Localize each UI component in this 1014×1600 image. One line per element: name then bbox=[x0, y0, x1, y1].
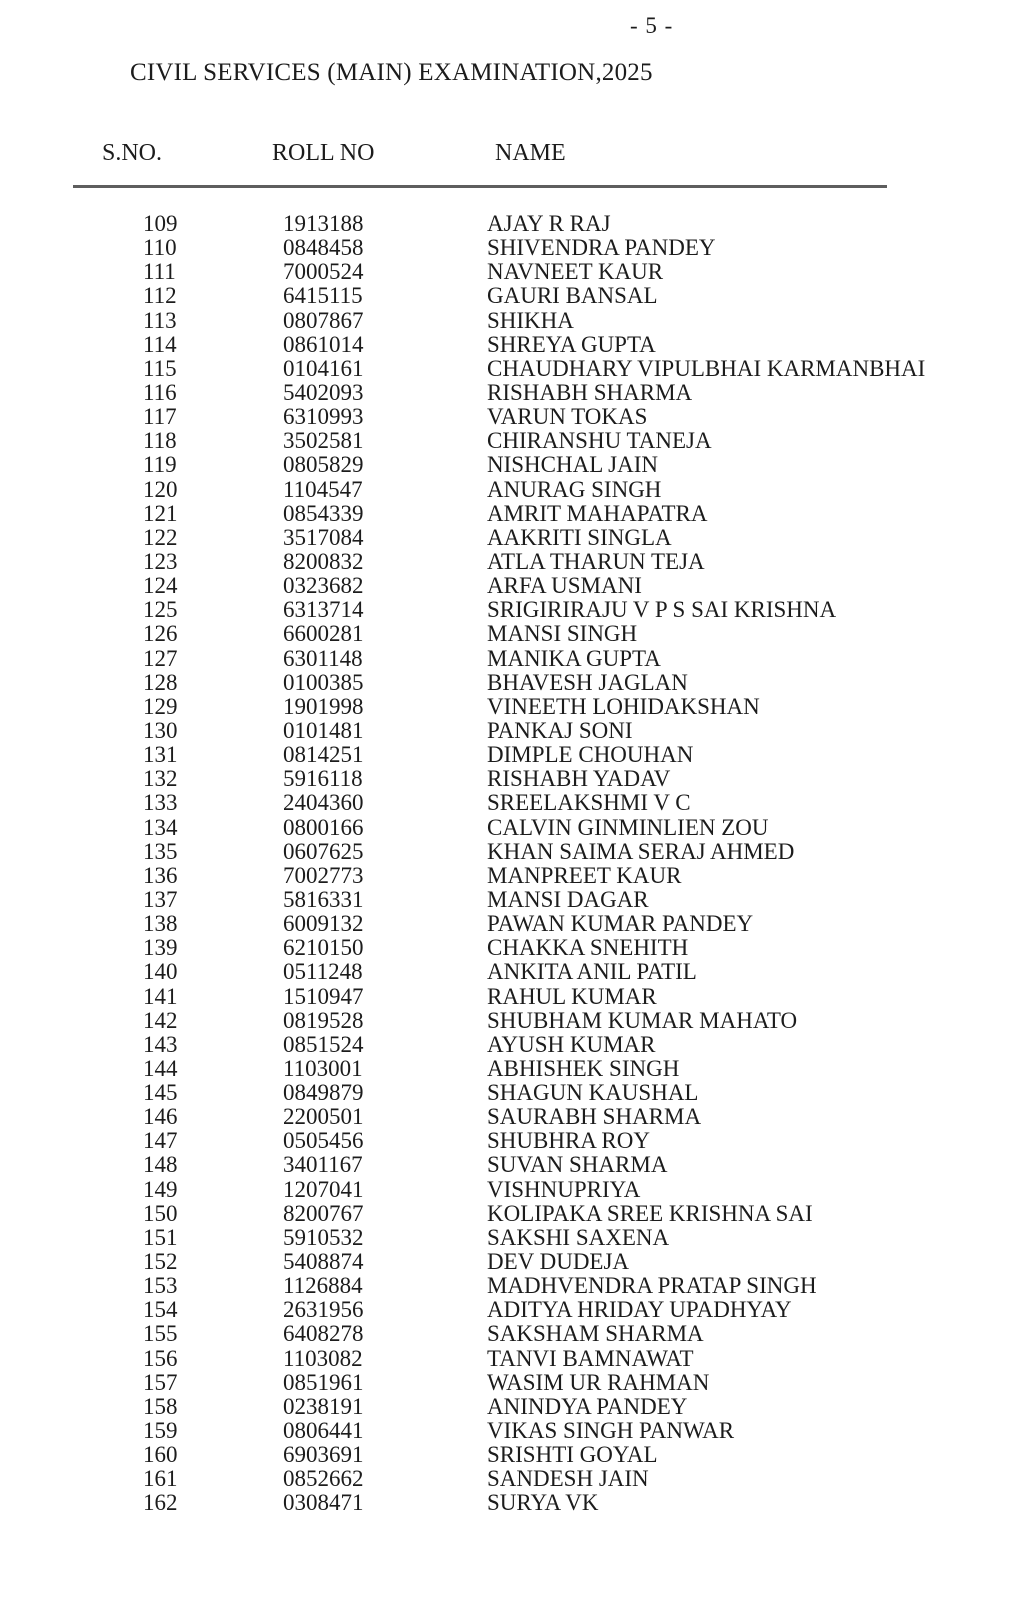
name-cell: DIMPLE CHOUHAN bbox=[487, 742, 694, 768]
table-row bbox=[0, 840, 1014, 864]
roll-no-cell: 6301148 bbox=[283, 645, 363, 671]
sno-cell: 160 bbox=[143, 1442, 178, 1468]
name-cell: CHIRANSHU TANEJA bbox=[487, 428, 712, 454]
roll-no-cell: 0854339 bbox=[283, 500, 364, 526]
sno-cell: 142 bbox=[143, 1007, 178, 1033]
sno-cell: 125 bbox=[143, 597, 178, 623]
name-cell: TANVI BAMNAWAT bbox=[487, 1345, 694, 1371]
sno-cell: 145 bbox=[143, 1080, 178, 1106]
table-row bbox=[0, 1153, 1014, 1177]
table-row bbox=[0, 236, 1014, 260]
sno-cell: 117 bbox=[143, 404, 177, 430]
roll-no-cell: 1510947 bbox=[283, 983, 364, 1009]
sno-cell: 150 bbox=[143, 1200, 178, 1226]
table-row bbox=[0, 1009, 1014, 1033]
name-cell: SURYA VK bbox=[487, 1490, 599, 1516]
name-cell: MANSI SINGH bbox=[487, 621, 638, 647]
roll-no-cell: 0511248 bbox=[283, 959, 363, 985]
sno-cell: 146 bbox=[143, 1104, 178, 1130]
name-cell: SRISHTI GOYAL bbox=[487, 1442, 658, 1468]
table-row bbox=[0, 1033, 1014, 1057]
name-cell: BHAVESH JAGLAN bbox=[487, 669, 688, 695]
sno-cell: 134 bbox=[143, 814, 178, 840]
roll-no-cell: 5408874 bbox=[283, 1249, 364, 1275]
sno-cell: 129 bbox=[143, 693, 178, 719]
name-cell: WASIM UR RAHMAN bbox=[487, 1369, 710, 1395]
roll-no-cell: 0505456 bbox=[283, 1128, 364, 1154]
name-cell: ATLA THARUN TEJA bbox=[487, 548, 705, 574]
name-cell: ANINDYA PANDEY bbox=[487, 1393, 688, 1419]
roll-no-cell: 0101481 bbox=[283, 717, 364, 743]
roll-no-cell: 1103001 bbox=[283, 1055, 363, 1081]
table-row bbox=[0, 429, 1014, 453]
name-cell: MADHVENDRA PRATAP SINGH bbox=[487, 1273, 817, 1299]
sno-cell: 109 bbox=[143, 211, 178, 236]
sno-cell: 162 bbox=[143, 1490, 178, 1516]
roll-no-cell: 1913188 bbox=[283, 211, 364, 236]
table-row bbox=[0, 333, 1014, 357]
roll-no-cell: 8200832 bbox=[283, 548, 364, 574]
roll-no-cell: 0805829 bbox=[283, 452, 364, 478]
table-row bbox=[0, 405, 1014, 429]
roll-no-cell: 0851961 bbox=[283, 1369, 364, 1395]
column-header-sno: S.NO. bbox=[102, 140, 163, 166]
table-row bbox=[0, 502, 1014, 526]
table-row bbox=[0, 767, 1014, 791]
table-row bbox=[0, 985, 1014, 1009]
sno-cell: 139 bbox=[143, 935, 178, 961]
roll-no-cell: 3502581 bbox=[283, 428, 364, 454]
roll-no-cell: 6408278 bbox=[283, 1321, 364, 1347]
roll-no-cell: 0308471 bbox=[283, 1490, 364, 1516]
sno-cell: 124 bbox=[143, 573, 178, 599]
sno-cell: 118 bbox=[143, 428, 177, 454]
table-row bbox=[0, 1322, 1014, 1346]
table-row bbox=[0, 1443, 1014, 1467]
roll-no-cell: 0806441 bbox=[283, 1418, 364, 1444]
table-row bbox=[0, 1250, 1014, 1274]
sno-cell: 121 bbox=[143, 500, 178, 526]
sno-cell: 131 bbox=[143, 742, 178, 768]
document-title: CIVIL SERVICES (MAIN) EXAMINATION,2025 bbox=[130, 59, 653, 86]
roll-no-cell: 6210150 bbox=[283, 935, 364, 961]
table-row bbox=[0, 622, 1014, 646]
roll-no-cell: 0849879 bbox=[283, 1080, 364, 1106]
name-cell: CALVIN GINMINLIEN ZOU bbox=[487, 814, 769, 840]
sno-cell: 122 bbox=[143, 524, 178, 550]
table-row bbox=[0, 791, 1014, 815]
roll-no-cell: 0100385 bbox=[283, 669, 364, 695]
sno-cell: 127 bbox=[143, 645, 178, 671]
sno-cell: 141 bbox=[143, 983, 178, 1009]
name-cell: SREELAKSHMI V C bbox=[487, 790, 691, 816]
table-row bbox=[0, 960, 1014, 984]
table-row bbox=[0, 1371, 1014, 1395]
header-divider-line bbox=[73, 185, 887, 188]
sno-cell: 156 bbox=[143, 1345, 178, 1371]
sno-cell: 138 bbox=[143, 911, 178, 937]
roll-no-cell: 2631956 bbox=[283, 1297, 364, 1323]
sno-cell: 157 bbox=[143, 1369, 178, 1395]
sno-cell: 151 bbox=[143, 1224, 178, 1250]
name-cell: VIKAS SINGH PANWAR bbox=[487, 1418, 735, 1444]
table-row bbox=[0, 719, 1014, 743]
sno-cell: 114 bbox=[143, 331, 177, 357]
name-cell: RISHABH SHARMA bbox=[487, 379, 693, 405]
roll-no-cell: 6009132 bbox=[283, 911, 364, 937]
name-cell: NAVNEET KAUR bbox=[487, 259, 664, 285]
sno-cell: 140 bbox=[143, 959, 178, 985]
roll-no-cell: 1103082 bbox=[283, 1345, 363, 1371]
roll-no-cell: 5910532 bbox=[283, 1224, 364, 1250]
roll-no-cell: 5816331 bbox=[283, 886, 364, 912]
roll-no-cell: 0238191 bbox=[283, 1393, 364, 1419]
sno-cell: 120 bbox=[143, 476, 178, 502]
sno-cell: 143 bbox=[143, 1031, 178, 1057]
table-row bbox=[0, 647, 1014, 671]
table-row bbox=[0, 1105, 1014, 1129]
sno-cell: 136 bbox=[143, 862, 178, 888]
sno-cell: 148 bbox=[143, 1152, 178, 1178]
roll-no-cell: 0800166 bbox=[283, 814, 364, 840]
name-cell: ADITYA HRIDAY UPADHYAY bbox=[487, 1297, 792, 1323]
table-row bbox=[0, 357, 1014, 381]
sno-cell: 123 bbox=[143, 548, 178, 574]
sno-cell: 113 bbox=[143, 307, 177, 333]
table-row bbox=[0, 309, 1014, 333]
name-cell: ARFA USMANI bbox=[487, 573, 642, 599]
name-cell: SHREYA GUPTA bbox=[487, 331, 656, 357]
name-cell: AJAY R RAJ bbox=[487, 211, 611, 236]
name-cell: KOLIPAKA SREE KRISHNA SAI bbox=[487, 1200, 813, 1226]
name-cell: NISHCHAL JAIN bbox=[487, 452, 659, 478]
table-row bbox=[0, 1491, 1014, 1515]
table-row bbox=[0, 453, 1014, 477]
roll-no-cell: 7002773 bbox=[283, 862, 364, 888]
roll-no-cell: 1104547 bbox=[283, 476, 363, 502]
sno-cell: 119 bbox=[143, 452, 177, 478]
roll-no-cell: 8200767 bbox=[283, 1200, 364, 1226]
roll-no-cell: 1207041 bbox=[283, 1176, 364, 1202]
name-cell: SUVAN SHARMA bbox=[487, 1152, 668, 1178]
sno-cell: 159 bbox=[143, 1418, 178, 1444]
roll-no-cell: 6310993 bbox=[283, 404, 364, 430]
roll-no-cell: 0852662 bbox=[283, 1466, 364, 1492]
name-cell: SHIVENDRA PANDEY bbox=[487, 235, 716, 261]
roll-no-cell: 6903691 bbox=[283, 1442, 364, 1468]
name-cell: SRIGIRIRAJU V P S SAI KRISHNA bbox=[487, 597, 837, 623]
table-row bbox=[0, 912, 1014, 936]
roll-no-cell: 6313714 bbox=[283, 597, 364, 623]
table-row bbox=[0, 671, 1014, 695]
roll-no-cell: 0323682 bbox=[283, 573, 364, 599]
sno-cell: 128 bbox=[143, 669, 178, 695]
table-row bbox=[0, 695, 1014, 719]
roll-no-cell: 5402093 bbox=[283, 379, 364, 405]
table-row bbox=[0, 1467, 1014, 1491]
name-cell: PAWAN KUMAR PANDEY bbox=[487, 911, 754, 937]
name-cell: AMRIT MAHAPATRA bbox=[487, 500, 708, 526]
name-cell: SAURABH SHARMA bbox=[487, 1104, 702, 1130]
sno-cell: 110 bbox=[143, 235, 177, 261]
roll-no-cell: 2404360 bbox=[283, 790, 364, 816]
sno-cell: 154 bbox=[143, 1297, 178, 1323]
name-cell: SAKSHI SAXENA bbox=[487, 1224, 670, 1250]
table-row bbox=[0, 1395, 1014, 1419]
name-cell: PANKAJ SONI bbox=[487, 717, 633, 743]
name-cell: DEV DUDEJA bbox=[487, 1249, 630, 1275]
roll-no-cell: 0814251 bbox=[283, 742, 364, 768]
roll-no-cell: 0807867 bbox=[283, 307, 364, 333]
sno-cell: 115 bbox=[143, 355, 177, 381]
sno-cell: 130 bbox=[143, 717, 178, 743]
column-header-roll-no: ROLL NO bbox=[272, 140, 375, 166]
name-cell: SHIKHA bbox=[487, 307, 574, 333]
sno-cell: 133 bbox=[143, 790, 178, 816]
table-row bbox=[0, 1298, 1014, 1322]
roll-no-cell: 1126884 bbox=[283, 1273, 363, 1299]
table-row bbox=[0, 864, 1014, 888]
table-row bbox=[0, 550, 1014, 574]
table-row bbox=[0, 1202, 1014, 1226]
name-cell: ABHISHEK SINGH bbox=[487, 1055, 680, 1081]
table-row bbox=[0, 1347, 1014, 1371]
roll-no-cell: 0851524 bbox=[283, 1031, 364, 1057]
table-row bbox=[0, 1419, 1014, 1443]
sno-cell: 126 bbox=[143, 621, 178, 647]
table-row bbox=[0, 260, 1014, 284]
name-cell: MANSI DAGAR bbox=[487, 886, 649, 912]
table-row bbox=[0, 574, 1014, 598]
name-cell: SHUBHAM KUMAR MAHATO bbox=[487, 1007, 798, 1033]
table-row bbox=[0, 1057, 1014, 1081]
table-row bbox=[0, 1226, 1014, 1250]
table-row bbox=[0, 478, 1014, 502]
name-cell: MANPREET KAUR bbox=[487, 862, 682, 888]
table-row bbox=[0, 598, 1014, 622]
sno-cell: 137 bbox=[143, 886, 178, 912]
sno-cell: 155 bbox=[143, 1321, 178, 1347]
column-header-name: NAME bbox=[495, 140, 566, 166]
sno-cell: 111 bbox=[143, 259, 176, 285]
name-cell: AYUSH KUMAR bbox=[487, 1031, 656, 1057]
roll-no-cell: 0607625 bbox=[283, 838, 364, 864]
sno-cell: 147 bbox=[143, 1128, 178, 1154]
name-cell: VARUN TOKAS bbox=[487, 404, 648, 430]
roll-no-cell: 0104161 bbox=[283, 355, 364, 381]
page-number: - 5 - bbox=[630, 13, 674, 38]
sno-cell: 132 bbox=[143, 766, 178, 792]
name-cell: RAHUL KUMAR bbox=[487, 983, 657, 1009]
sno-cell: 144 bbox=[143, 1055, 178, 1081]
name-cell: CHAKKA SNEHITH bbox=[487, 935, 689, 961]
name-cell: CHAUDHARY VIPULBHAI KARMANBHAI bbox=[487, 355, 926, 381]
table-row bbox=[0, 381, 1014, 405]
sno-cell: 149 bbox=[143, 1176, 178, 1202]
table-row bbox=[0, 284, 1014, 308]
sno-cell: 152 bbox=[143, 1249, 178, 1275]
name-cell: SAKSHAM SHARMA bbox=[487, 1321, 704, 1347]
roll-no-cell: 2200501 bbox=[283, 1104, 364, 1130]
name-cell: ANKITA ANIL PATIL bbox=[487, 959, 697, 985]
roll-no-cell: 0819528 bbox=[283, 1007, 364, 1033]
roll-no-cell: 6600281 bbox=[283, 621, 364, 647]
sno-cell: 158 bbox=[143, 1393, 178, 1419]
sno-cell: 153 bbox=[143, 1273, 178, 1299]
name-cell: SANDESH JAIN bbox=[487, 1466, 649, 1492]
roll-no-cell: 1901998 bbox=[283, 693, 364, 719]
table-row bbox=[0, 212, 1014, 236]
name-cell: SHUBHRA ROY bbox=[487, 1128, 650, 1154]
name-cell: RISHABH YADAV bbox=[487, 766, 671, 792]
sno-cell: 116 bbox=[143, 379, 177, 405]
table-row bbox=[0, 816, 1014, 840]
roll-no-cell: 5916118 bbox=[283, 766, 363, 792]
table-row bbox=[0, 888, 1014, 912]
name-cell: VISHNUPRIYA bbox=[487, 1176, 641, 1202]
sno-cell: 135 bbox=[143, 838, 178, 864]
name-cell: KHAN SAIMA SERAJ AHMED bbox=[487, 838, 795, 864]
roll-no-cell: 6415115 bbox=[283, 283, 363, 309]
table-row bbox=[0, 526, 1014, 550]
sno-cell: 112 bbox=[143, 283, 177, 309]
roll-no-cell: 3517084 bbox=[283, 524, 364, 550]
name-cell: SHAGUN KAUSHAL bbox=[487, 1080, 699, 1106]
name-cell: ANURAG SINGH bbox=[487, 476, 662, 502]
table-row bbox=[0, 1081, 1014, 1105]
table-row bbox=[0, 1129, 1014, 1153]
sno-cell: 161 bbox=[143, 1466, 178, 1492]
name-cell: AAKRITI SINGLA bbox=[487, 524, 672, 550]
name-cell: VINEETH LOHIDAKSHAN bbox=[487, 693, 760, 719]
roll-no-cell: 0848458 bbox=[283, 235, 364, 261]
table-row bbox=[0, 1274, 1014, 1298]
roll-no-cell: 3401167 bbox=[283, 1152, 363, 1178]
name-cell: MANIKA GUPTA bbox=[487, 645, 661, 671]
roll-no-cell: 0861014 bbox=[283, 331, 364, 357]
table-row bbox=[0, 743, 1014, 767]
table-row bbox=[0, 936, 1014, 960]
candidate-list bbox=[0, 212, 1014, 1516]
name-cell: GAURI BANSAL bbox=[487, 283, 658, 309]
roll-no-cell: 7000524 bbox=[283, 259, 364, 285]
table-row bbox=[0, 1178, 1014, 1202]
